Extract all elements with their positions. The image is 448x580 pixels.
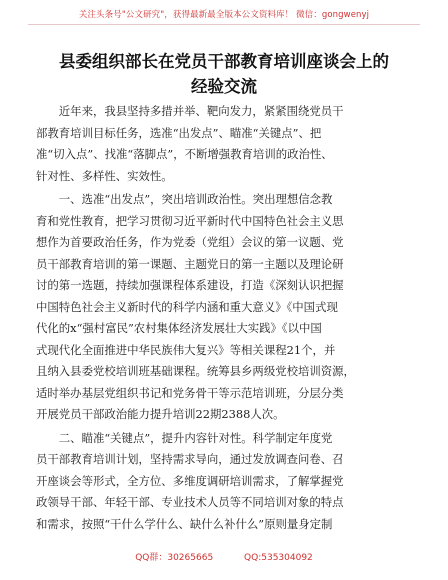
title-line-1: 县委组织部长在党员干部教育培训座谈会上的	[59, 52, 389, 71]
text-line: 育和党性教育，把学习贯彻习近平新时代中国特色社会主义思	[36, 213, 344, 228]
text-line: 且纳入县委党校培训班基础课程。统筹县乡两级党校培训资源，	[36, 364, 355, 378]
footer-qq-group: QQ群：30265665	[135, 553, 214, 563]
text-line: 适时举办基层党组织书记和党务骨干等示范培训班，分层分类	[36, 385, 344, 400]
text-line: 中国特色社会主义新时代的科学内涵和重大意义》《中国式现	[36, 299, 338, 314]
text-line: 开座谈会等形式，全方位、多维度调研培训需求，了解掌握党	[36, 473, 344, 488]
text-line: 员干部教育培训计划，坚持需求导向，通过发放调查问卷、召	[36, 452, 344, 466]
paragraph-section-1	[36, 189, 414, 426]
header-divider	[28, 24, 420, 25]
text-line: 政领导干部、年轻干部、专业技术人员等不同培训对象的特点	[36, 495, 344, 509]
text-line: 二、瞄准“关键点”，提升内容针对性。科学制定年度党	[36, 430, 333, 445]
footer-qq: QQ:535304092	[244, 553, 313, 563]
title-line-2: 经验交流	[191, 77, 257, 96]
text-line: 想作为首要政治任务，作为党委（党组）会议的第一议题、党	[36, 235, 344, 249]
text-line: 针对性、多样性、实效性。	[36, 168, 173, 183]
text-line: 部教育培训目标任务，选准“出发点”、瞄准“关键点”、把	[36, 125, 322, 140]
text-line: 一、选准“出发点”，突出培训政治性。突出理想信念教	[36, 192, 333, 206]
text-line: 讨的第一选题，持续加强课程体系建设，打造《深刻认识把握	[36, 278, 344, 292]
text-line: 准“切入点”、找准“落脚点”，不断增强教育培训的政治性、	[36, 147, 333, 161]
text-line: 和需求，按照“干什么学什么、缺什么补什么”原则量身定制	[36, 516, 333, 531]
text-line: 开展党员干部政治能力提升培训22期2388人次。	[36, 407, 285, 421]
footer-contact	[0, 550, 448, 563]
header-banner: 关注头条号"公文研究"，获得最新最全版本公文资料库！ 微信：gongwenyj	[78, 10, 370, 20]
paragraph-section-2	[36, 428, 414, 536]
document-body	[36, 101, 414, 537]
text-line: 代化的x“强村富民”农村集体经济发展壮大实践》《以中国	[36, 321, 322, 335]
text-line: 近年来，我县坚持多措并举、靶向发力，紧紧围绕党员干	[36, 104, 344, 118]
document-title	[40, 49, 408, 99]
paragraph-intro	[36, 101, 414, 187]
text-line: 式现代化全面推进中华民族伟大复兴》等相关课程21个，并	[36, 342, 336, 357]
text-line: 员干部教育培训的第一课题、主题党日的第一主题以及理论研	[36, 256, 344, 271]
